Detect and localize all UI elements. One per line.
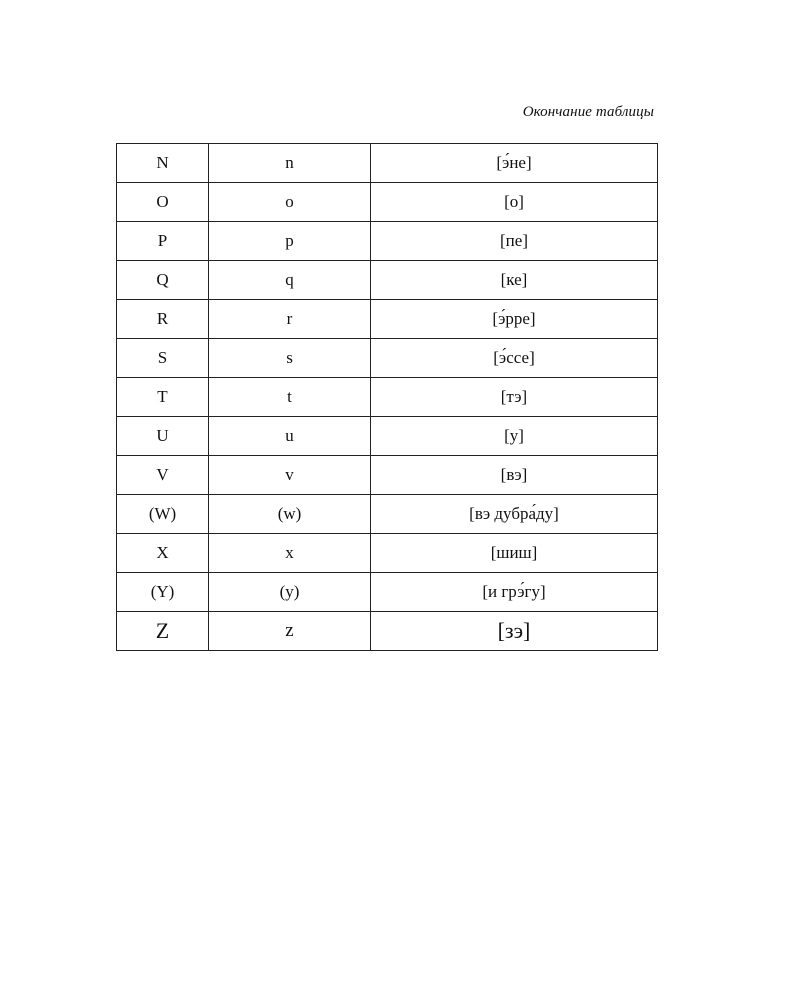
lowercase-letter: q [209, 261, 371, 300]
table-row [117, 261, 658, 300]
table-row [117, 300, 658, 339]
letter-pronunciation: [зэ] [371, 612, 658, 651]
uppercase-letter: Q [117, 261, 209, 300]
uppercase-letter: R [117, 300, 209, 339]
uppercase-letter: (W) [117, 495, 209, 534]
alphabet-table [116, 143, 658, 651]
uppercase-letter: T [117, 378, 209, 417]
uppercase-letter: O [117, 183, 209, 222]
letter-pronunciation: [и грэ́гу] [371, 573, 658, 612]
uppercase-letter: N [117, 144, 209, 183]
table-row [117, 573, 658, 612]
table-row [117, 495, 658, 534]
lowercase-letter: u [209, 417, 371, 456]
letter-pronunciation: [о] [371, 183, 658, 222]
uppercase-letter: V [117, 456, 209, 495]
table-row [117, 417, 658, 456]
letter-pronunciation: [у] [371, 417, 658, 456]
lowercase-letter: v [209, 456, 371, 495]
lowercase-letter: o [209, 183, 371, 222]
lowercase-letter: x [209, 534, 371, 573]
table-row [117, 378, 658, 417]
letter-pronunciation: [шиш] [371, 534, 658, 573]
letter-pronunciation: [э́ссе] [371, 339, 658, 378]
uppercase-letter: (Y) [117, 573, 209, 612]
letter-pronunciation: [э́не] [371, 144, 658, 183]
lowercase-letter: n [209, 144, 371, 183]
lowercase-letter: z [209, 612, 371, 651]
lowercase-letter: (w) [209, 495, 371, 534]
uppercase-letter: P [117, 222, 209, 261]
lowercase-letter: (y) [209, 573, 371, 612]
lowercase-letter: t [209, 378, 371, 417]
letter-pronunciation: [э́рре] [371, 300, 658, 339]
letter-pronunciation: [пе] [371, 222, 658, 261]
uppercase-letter: U [117, 417, 209, 456]
table-row [117, 144, 658, 183]
table-row [117, 339, 658, 378]
uppercase-letter: X [117, 534, 209, 573]
letter-pronunciation: [вэ дубра́ду] [371, 495, 658, 534]
uppercase-letter: S [117, 339, 209, 378]
lowercase-letter: p [209, 222, 371, 261]
uppercase-letter: Z [117, 612, 209, 651]
letter-pronunciation: [тэ] [371, 378, 658, 417]
table-row [117, 534, 658, 573]
table-row [117, 222, 658, 261]
letter-pronunciation: [вэ] [371, 456, 658, 495]
letter-pronunciation: [ке] [371, 261, 658, 300]
table-caption: Окончание таблицы [522, 104, 654, 120]
table-row [117, 183, 658, 222]
table-row [117, 456, 658, 495]
lowercase-letter: r [209, 300, 371, 339]
lowercase-letter: s [209, 339, 371, 378]
table-row [117, 612, 658, 651]
